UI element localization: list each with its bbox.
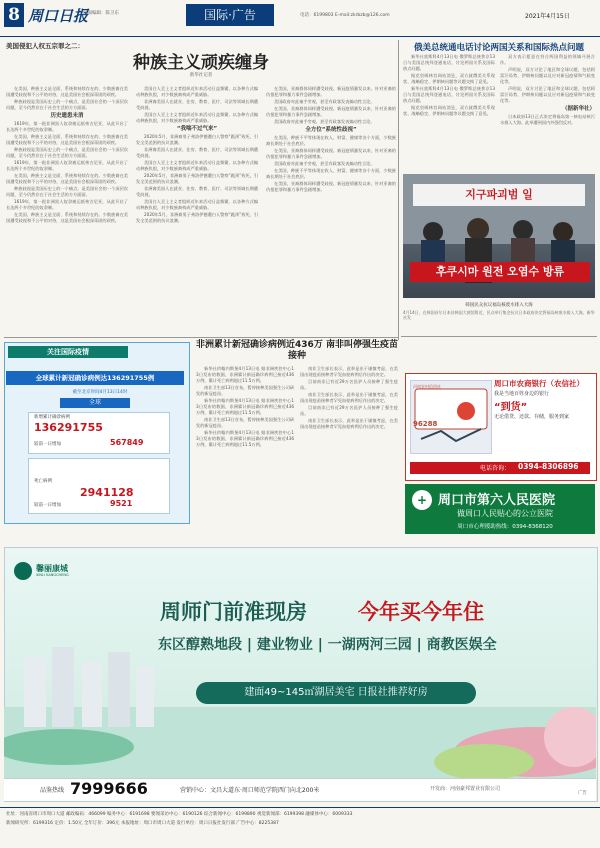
paragraph: 非洲裔美国人在就业、住房、教育、医疗、司法等领域长期遭受歧视。: [136, 99, 258, 110]
hospital-name: 周口市第六人民医院: [438, 493, 556, 508]
subheading: 历史遗患未消: [50, 113, 84, 119]
covid-deaths-delta-label: 较前一日增加: [34, 503, 61, 508]
source-note: （据新华社）: [561, 106, 595, 112]
page-number: 8: [4, 3, 24, 27]
covid-confirmed-value: 136291755: [34, 421, 103, 434]
subheading: 全方位“系统性歧视”: [305, 127, 357, 133]
footer-line-2: 新闻研究所：6199316 定价：1.50元 全年订价：396元 本报地址：周口市周口大道 发行单位：周口日报社发行部 广告中心：8225387: [6, 821, 279, 826]
covid-deaths-label: 死亡病例: [34, 479, 52, 484]
paragraph: 美国白人至上主义者组织近年来活动日益频繁，以各种方式煽动种族仇恨，对少数族裔构成严重威胁。: [136, 199, 258, 210]
paragraph: 南非卫生部13日宣布，暂停接种美国强生公司研发的新冠疫苗。: [196, 417, 294, 428]
brand-name-en: XINLI KANGCHENG: [36, 573, 69, 577]
paragraph: 1619年，第一批非洲黑人奴隶被运抵弗吉尼亚，从此开启了长达两个多世纪的奴隶制。: [6, 121, 128, 132]
ad-headline-right: 今年买今年住: [358, 599, 484, 624]
covid-deaths-delta: 9521: [110, 499, 133, 508]
paragraph: 美国政府对此袖手旁观，甚至有政客发表煽动性言论。: [274, 99, 375, 104]
paragraph: 非洲裔美国人在就业、住房、教育、医疗、司法等领域长期遭受歧视。: [136, 186, 258, 197]
article-column: [403, 54, 495, 172]
section-title: 国际·广告: [186, 4, 274, 26]
ad-headline-left: 周师门前准现房: [160, 599, 307, 624]
bank-ad-title: 周口市农商银行（农信社）: [494, 379, 584, 388]
paragraph: 日本政府13日正式决定将福岛第一核电站核污水排入大海。此举遭到国内外强烈反对。: [500, 114, 595, 125]
bank-logo-text: 河南农村信用社: [413, 384, 441, 389]
paragraph: 南非卫生部13日宣布，暂停接种美国强生公司研发的新冠疫苗。: [196, 385, 294, 396]
paragraph: 双方表示愿意在符合两国利益的领域开展合作。: [500, 54, 595, 65]
brand-name: 馨丽康城: [36, 564, 68, 573]
developer-name: 开发商：河南豪邦置业有限公司: [430, 786, 501, 792]
issue-date: 2021年4月15日: [525, 13, 570, 20]
paragraph: 南非卫生部长表示，此举是出于谨慎考虑，在美国出现疫苗接种者罕见血栓病例后作出的决定。: [300, 366, 398, 377]
hospital-hotline: 周口市心理援助热线：0394-8368120: [457, 524, 553, 530]
protest-sign: 지구파괴범 일: [465, 188, 533, 201]
hotline-number: 7999666: [70, 779, 148, 798]
paragraph: 在美国，亚裔群体同样遭受歧视。新冠疫情暴发以来，针对亚裔的仇恨犯罪和暴力事件急剧增加。: [266, 148, 396, 159]
paragraph: 种族歧视是美国历史上的一个痛点，是美国社会的一个深层次问题，至今仍然存在于社会生活的方方面面。: [6, 186, 128, 197]
paragraph: 美国政府对此袖手旁观，甚至有政客发表煽动性言论。: [274, 119, 375, 124]
article-byline: 新华社记者: [189, 73, 213, 78]
article-column-2: [136, 86, 258, 334]
bank-ad-slogan: “到货”: [494, 402, 528, 413]
article-headline-africa-covid: 非洲累计新冠确诊病例近436万 南非叫停强生疫苗接种: [196, 340, 398, 361]
paragraph: 1619年，第一批非洲黑人奴隶被运抵弗吉尼亚，从此开启了长达两个多世纪的奴隶制。: [6, 199, 128, 210]
paragraph: 在美国，种族主义是全面、系统和持续存在的。少数族裔在美国遭受歧视和不公平的对待，这是美国社会根深蒂固的顽疾。: [6, 173, 128, 184]
covid-panel-heading: 关注国际疫情: [8, 346, 128, 358]
covid-confirmed-delta: 567849: [110, 438, 144, 447]
article-column: [500, 54, 595, 172]
covid-deaths-value: 2941128: [80, 486, 134, 499]
divider: [401, 336, 597, 337]
newspaper-logo: 周口日报: [28, 7, 89, 25]
paragraph: 种族歧视是美国历史上的一个痛点，是美国社会的一个深层次问题，至今仍然存在于社会生活的方方面面。: [6, 99, 128, 110]
page-header: [0, 0, 600, 37]
footer-line-1: 社址：河南省周口市周口大道 邮政编码：466099 编务中心：6191698 要闻采访中心：6190126 综合新闻中心：6199890 视觉新闻部：6199398 融媒体中心：6009333: [6, 812, 353, 817]
ad-corner-label: 广告: [578, 791, 587, 796]
article-column-1: [6, 86, 128, 334]
bank-card-number: 96288: [413, 420, 438, 428]
subheading: “我喘不过气来”: [176, 126, 218, 132]
column-divider: [398, 40, 399, 340]
protest-banner: 후쿠시마 원전 오염수 방류: [410, 262, 590, 282]
editors-line: 版面编辑：陈卫东: [83, 11, 119, 16]
bank-ad-tagline: 我是当地百姓身边的银行: [494, 391, 550, 397]
bank-hotline: 0394-8306896: [518, 462, 579, 471]
paragraph: 美国白人至上主义者组织近年来活动日益频繁，以各种方式煽动种族仇恨，对少数族裔构成严重威胁。: [136, 112, 258, 123]
ad-size-pill: 建面49~145㎡湖居美宅 日报社推荐好房: [196, 682, 476, 704]
paragraph: 据克里姆林宫网站消息，双方就俄美关系现状、战略稳定、伊朗核问题等议题交换了意见。: [403, 73, 495, 84]
hotline-label: 品鉴热线: [40, 787, 65, 794]
photo-caption: 韩国民众抗议福岛核废水排入大海: [465, 303, 533, 308]
article-headline-russia-us: 俄美总统通电话讨论两国关系和国际热点问题: [413, 43, 584, 53]
article-column: [196, 366, 294, 538]
photo-caption-detail: 4月14日，在韩国首尔日本驻韩国大使馆附近，民众举行集会抗议日本政府决定将福岛核废水排入大海。新华社发: [403, 310, 595, 320]
paragraph: 新华社约翰内斯堡4月13日电 据非洲疾控中心13日发布的数据，非洲累计新冠确诊病例已接近436万例，累计死亡病例超过11.5万例。: [196, 366, 294, 383]
ad-features: 东区醇熟地段 | 建业物业 | 一湖两河三园 | 商教医娱全: [158, 637, 497, 653]
paragraph: 美国白人至上主义者组织近年来活动日益频繁，以各种方式煽动种族仇恨，对少数族裔构成严重威胁。: [136, 160, 258, 171]
paragraph: 新华社约翰内斯堡4月13日电 据非洲疾控中心13日发布的数据，非洲累计新冠确诊病例已接近436万例，累计死亡病例超过11.5万例。: [196, 398, 294, 415]
paragraph: 在美国，种族不平等体现在收入、财富、健康等各个方面，少数族裔长期处于社会底层。: [266, 168, 396, 179]
paragraph: 新华社约翰内斯堡4月13日电 据非洲疾控中心13日发布的数据，非洲累计新冠确诊病例已接近436万例，累计死亡病例超过11.5万例。: [196, 430, 294, 447]
paragraph: 在美国，亚裔群体同样遭受歧视。新冠疫情暴发以来，针对亚裔的仇恨犯罪和暴力事件急剧增加。: [266, 181, 396, 192]
article-series-label: 美国侵犯人权五宗罪之二：: [6, 42, 84, 50]
paragraph: 据克里姆林宫网站消息，双方就俄美关系现状、战略稳定、伊朗核问题等议题交换了意见。: [403, 105, 495, 116]
paragraph: 新华社莫斯科4月13日电 俄罗斯总统普京13日与美国总统拜登通电话，讨论两国关系及国际热点问题。: [403, 54, 495, 71]
covid-confirmed-delta-label: 较前一日增加: [34, 442, 61, 447]
paragraph: 美国政府对此袖手旁观，甚至有政客发表煽动性言论。: [274, 161, 375, 166]
paragraph: 在美国，种族不平等体现在收入、财富、健康等各个方面，少数族裔长期处于社会底层。: [266, 135, 396, 146]
covid-confirmed-label: 新增累计确诊病例: [34, 415, 70, 420]
bank-hotline-label: 电话咨询：: [480, 465, 511, 472]
real-estate-scenery: [4, 547, 596, 779]
contact-line: 电话：6199803 E-mail:zkrbzb@126.com: [300, 13, 390, 18]
paragraph: 2020年5月，非洲裔男子弗洛伊德遭白人警察“跪颈”致死，引发全美范围的抗议浪潮。: [136, 173, 258, 184]
hospital-slogan: 做周口人民贴心的公立医院: [457, 509, 553, 518]
bank-card-illustration: [411, 381, 491, 453]
covid-region-tag: 全球: [60, 398, 130, 408]
paragraph: 美国白人至上主义者组织近年来活动日益频繁，以各种方式煽动种族仇恨，对少数族裔构成严重威胁。: [136, 86, 258, 97]
paragraph: 在美国，种族主义是全面、系统和持续存在的。少数族裔在美国遭受歧视和不公平的对待，这是美国社会根深蒂固的顽疾。: [6, 134, 128, 145]
divider: [4, 337, 398, 338]
paragraph: 目前南非已有近29万名医护人员接种了强生疫苗。: [300, 405, 398, 416]
hospital-cross-icon: +: [412, 490, 432, 510]
covid-timestamp: 截至北京时间4月13日14时: [72, 390, 128, 395]
paragraph: 2020年5月，非洲裔男子弗洛伊德遭白人警察“跪颈”致死，引发全美范围的抗议浪潮。: [136, 212, 258, 223]
bank-ad-services: 无论借贷、还款、存储，服务到家: [494, 414, 570, 420]
paragraph: 在美国，种族主义是全面、系统和持续存在的。少数族裔在美国遭受歧视和不公平的对待，这是美国社会根深蒂固的顽疾。: [6, 212, 128, 223]
sales-center-address: 营销中心：文昌大道东·周口师范学院西门向北200米: [180, 787, 320, 794]
article-column-3: [266, 86, 396, 334]
paragraph: 非洲裔美国人在就业、住房、教育、医疗、司法等领域长期遭受歧视。: [136, 147, 258, 158]
bank-ad-image: [410, 380, 492, 454]
article-headline: 种族主义顽疾缠身: [133, 53, 269, 73]
paragraph: 目前南非已有近29万名医护人员接种了强生疫苗。: [300, 379, 398, 390]
covid-panel-title: 全球累计新冠确诊病例达136291755例: [6, 371, 184, 385]
paragraph: 种族歧视是美国历史上的一个痛点，是美国社会的一个深层次问题，至今仍然存在于社会生活的方方面面。: [6, 147, 128, 158]
paragraph: 在美国，亚裔群体同样遭受歧视。新冠疫情暴发以来，针对亚裔的仇恨犯罪和暴力事件急剧增加。: [266, 86, 396, 97]
brand-logo-icon: [14, 562, 32, 580]
paragraph: 新华社莫斯科4月13日电 俄罗斯总统普京13日与美国总统拜登通电话，讨论两国关系及国际热点问题。: [403, 86, 495, 103]
paragraph: 在美国，种族主义是全面、系统和持续存在的。少数族裔在美国遭受歧视和不公平的对待，这是美国社会根深蒂固的顽疾。: [6, 86, 128, 97]
paragraph: 声明说，双方讨论了地区和全球议题，包括阿富汗局势、伊朗核问题以及应对新冠疫情和气候变化等。: [500, 86, 595, 103]
paragraph: 南非卫生部长表示，此举是出于谨慎考虑，在美国出现疫苗接种者罕见血栓病例后作出的决定。: [300, 418, 398, 429]
article-column: [300, 366, 398, 538]
paragraph: 声明说，双方讨论了地区和全球议题，包括阿富汗局势、伊朗核问题以及应对新冠疫情和气候变化等。: [500, 67, 595, 84]
paragraph: 1619年，第一批非洲黑人奴隶被运抵弗吉尼亚，从此开启了长达两个多世纪的奴隶制。: [6, 160, 128, 171]
paragraph: 南非卫生部长表示，此举是出于谨慎考虑，在美国出现疫苗接种者罕见血栓病例后作出的决定。: [300, 392, 398, 403]
paragraph: 在美国，亚裔群体同样遭受歧视。新冠疫情暴发以来，针对亚裔的仇恨犯罪和暴力事件急剧增加。: [266, 106, 396, 117]
paragraph: 2020年5月，非洲裔男子弗洛伊德遭白人警察“跪颈”致死，引发全美范围的抗议浪潮。: [136, 134, 258, 145]
